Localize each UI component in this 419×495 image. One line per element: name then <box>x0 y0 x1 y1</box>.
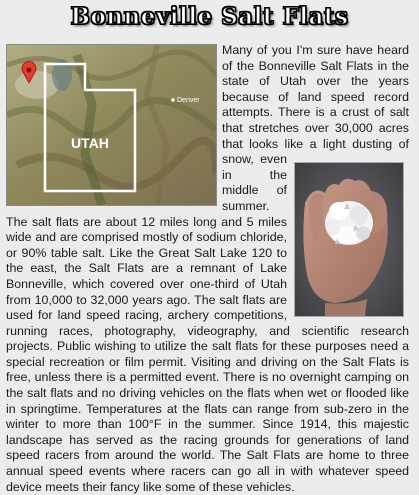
article-body <box>6 43 409 495</box>
map-city-label: Denver <box>177 97 200 104</box>
page-title: Bonneville Salt Flats <box>70 3 349 30</box>
map-state-label: UTAH <box>71 135 109 151</box>
article-body-text: Many of you I'm sure have heard of the Bonneville Salt Flats in the state of Utah over the years because of land speed record attempts. There is a crust of salt that stretches over 30,000 acres that looks like a light dusting of snow, even in the middle of summer. The salt flats are about 12 miles long and 5 miles wide and are comprised mostly of sodium chloride, or 90% table salt. Like the Great Salt Lake 120 to the east, the Salt Flats are a remnant of Lake Bonneville, which covered over one-third of Utah from 10,000 to 32,000 years ago. The salt flats are used for land speed racing, archery competitions, running races, photography, videography, and scientific research projects. Public wishing to utilize the salt flats for these purposes need a special recreation or film permit. Visiting and driving on the Salt Flats is free, unless there is a permitted event. There is no overnight camping on the salt flats and no driving vehicles on the flats when wet or flooded like in springtime. Temperatures at the flats can range from sub-zero in the winter to more than 100°F in the summer. Since 1914, this majestic landscape has served as the racing grounds for generations of land speed racers from around the world. The Salt Flats are home to three annual speed events where racers can go all in with whatever speed device meets their fancy like some of these vehicles. <box>6 43 409 494</box>
